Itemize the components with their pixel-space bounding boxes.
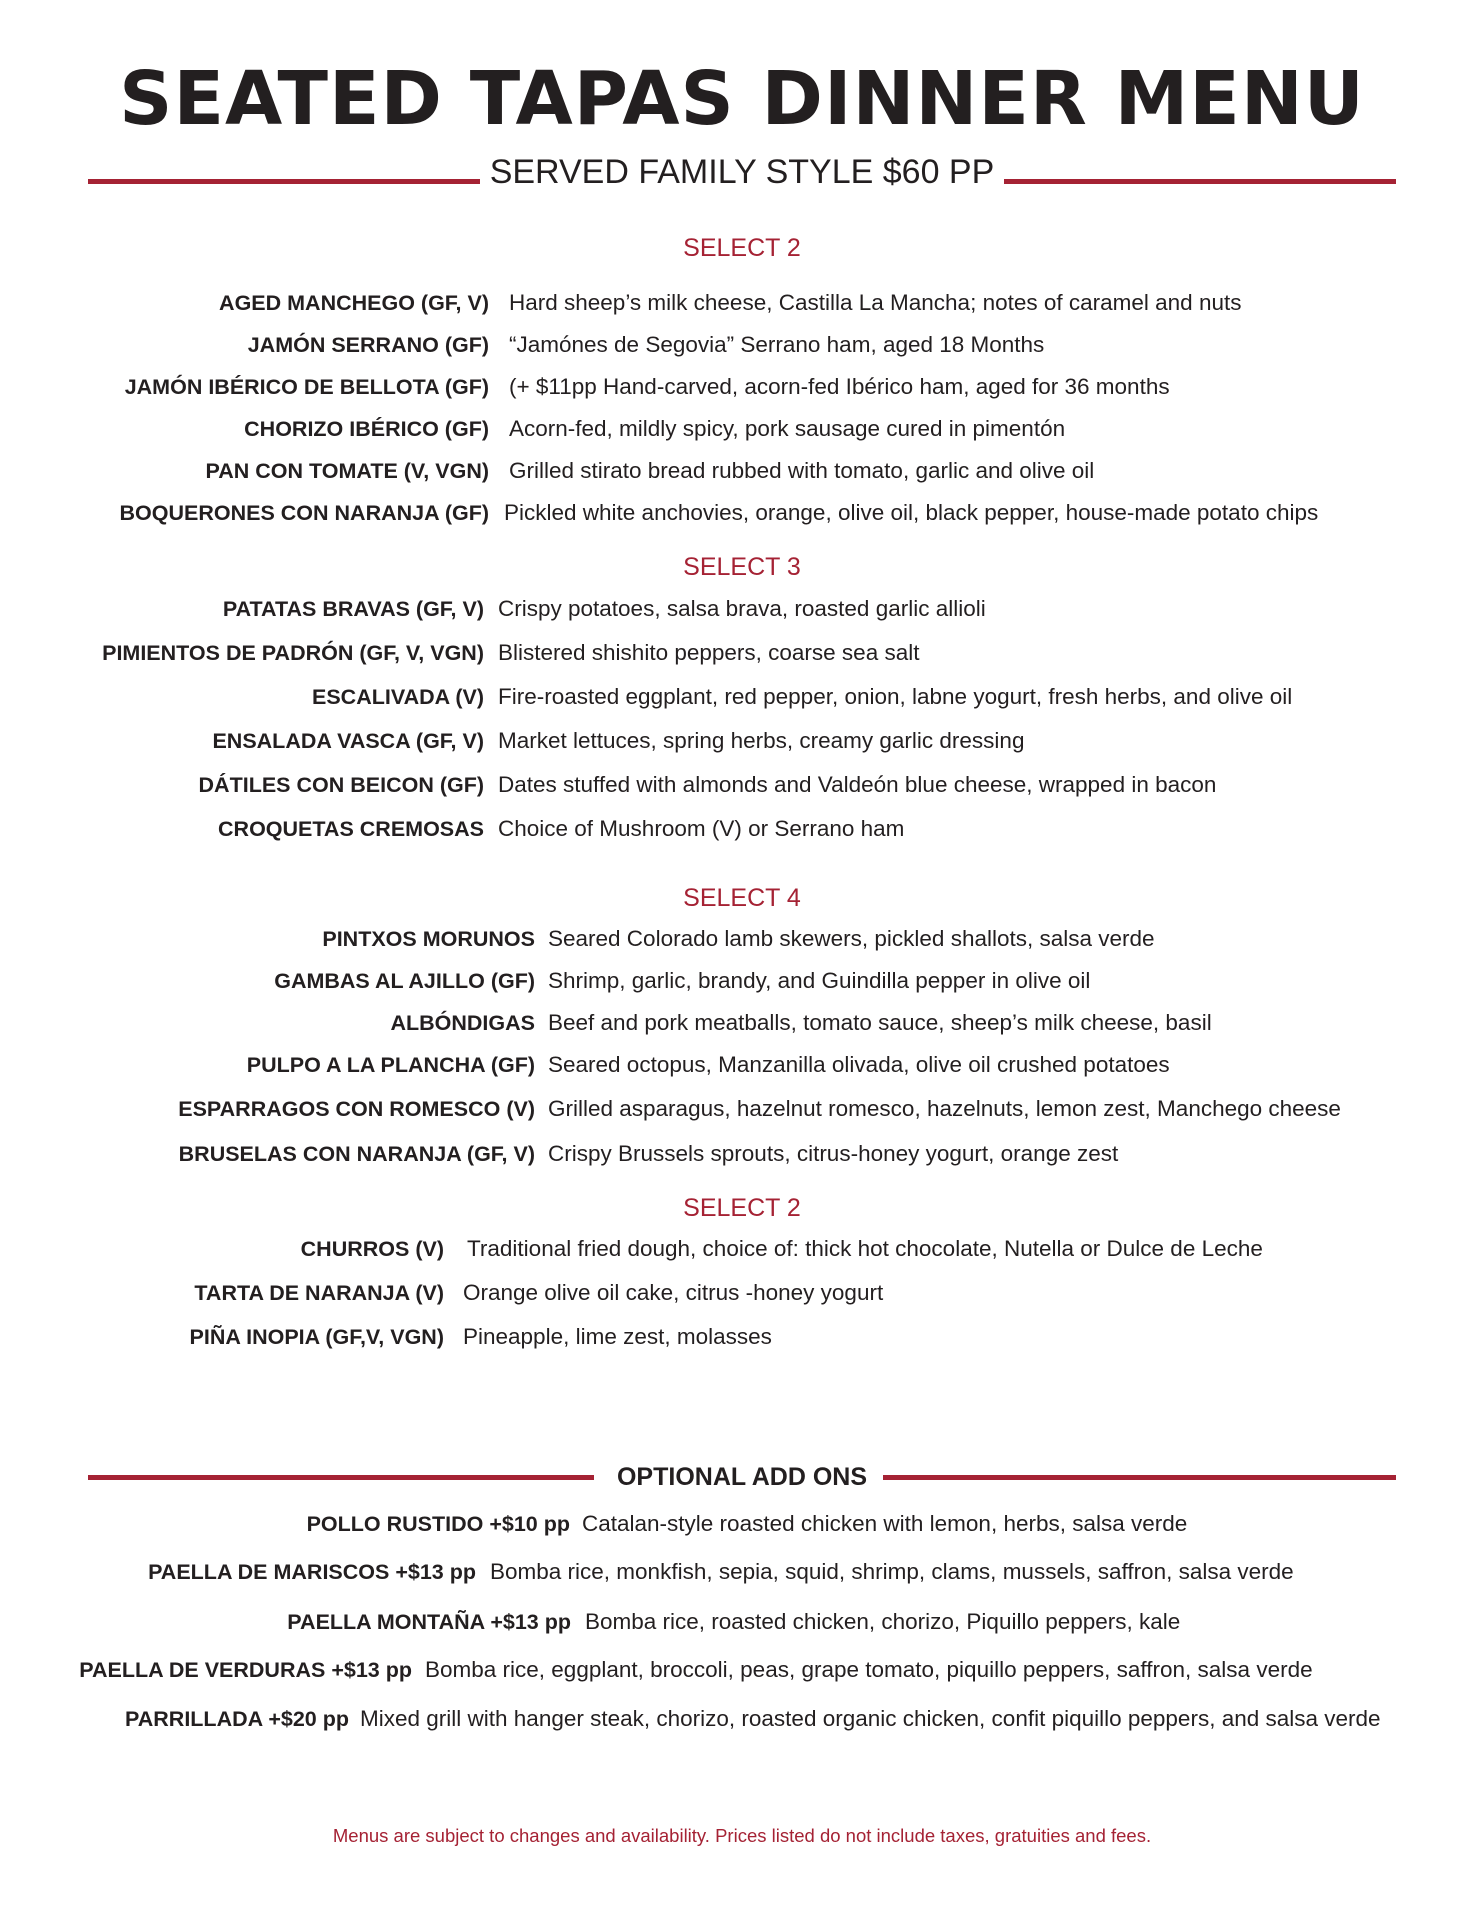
item-name: PIMIENTOS DE PADRÓN (GF, V, VGN) (102, 641, 484, 665)
item-description: Orange olive oil cake, citrus -honey yogurt (463, 1280, 884, 1305)
item-description: Grilled asparagus, hazelnut romesco, hazelnuts, lemon zest, Manchego cheese (548, 1096, 1341, 1121)
item-name: JAMÓN IBÉRICO DE BELLOTA (GF) (124, 375, 489, 399)
menu-item (0, 288, 1484, 318)
item-description: Seared Colorado lamb skewers, pickled shallots, salsa verde (548, 926, 1155, 951)
item-name: BOQUERONES CON NARANJA (GF) (119, 501, 489, 525)
item-description: Traditional fried dough, choice of: thick hot chocolate, Nutella or Dulce de Leche (467, 1236, 1263, 1261)
item-name: ESPARRAGOS CON ROMESCO (V) (178, 1097, 535, 1121)
item-description: Crispy potatoes, salsa brava, roasted garlic allioli (498, 596, 986, 621)
addon-item (0, 1704, 1484, 1734)
menu-item (0, 726, 1484, 756)
addon-name: PAELLA DE MARISCOS +$13 pp (148, 1560, 476, 1584)
menu-item (0, 1234, 1484, 1264)
item-name: PATATAS BRAVAS (GF, V) (222, 597, 484, 621)
menu-item (0, 330, 1484, 360)
menu-item (0, 966, 1484, 996)
menu-item (0, 1278, 1484, 1308)
item-description: Acorn-fed, mildly spicy, pork sausage cured in pimentón (509, 416, 1066, 441)
item-description: Blistered shishito peppers, coarse sea salt (498, 640, 920, 665)
addon-name: POLLO RUSTIDO +$10 pp (306, 1512, 570, 1536)
item-description: Grilled stirato bread rubbed with tomato, garlic and olive oil (509, 458, 1095, 483)
item-name: PULPO A LA PLANCHA (GF) (246, 1053, 535, 1077)
item-name: PINTXOS MORUNOS (322, 927, 535, 951)
item-description: (+ $11pp Hand-carved, acorn-fed Ibérico ham, aged for 36 months (509, 374, 1170, 399)
item-name: CROQUETAS CREMOSAS (218, 817, 484, 841)
item-description: Fire-roasted eggplant, red pepper, onion, labne yogurt, fresh herbs, and olive oil (498, 684, 1293, 709)
item-description: Pineapple, lime zest, molasses (463, 1324, 772, 1349)
menu-item (0, 770, 1484, 800)
addon-item (0, 1607, 1484, 1637)
item-name: JAMÓN SERRANO (GF) (247, 333, 489, 357)
menu-item (0, 1139, 1484, 1169)
addon-name: PARRILLADA +$20 pp (125, 1707, 349, 1731)
menu-subtitle (0, 150, 1484, 194)
item-name: BRUSELAS CON NARANJA (GF, V) (178, 1142, 535, 1166)
menu-item (0, 924, 1484, 954)
addon-description: Catalan-style roasted chicken with lemon, herbs, salsa verde (582, 1511, 1188, 1536)
item-description: Seared octopus, Manzanilla olivada, olive oil crushed potatoes (548, 1052, 1170, 1077)
menu-item (0, 498, 1484, 528)
addon-item (0, 1655, 1484, 1685)
addon-name: PAELLA MONTAÑA +$13 pp (287, 1610, 571, 1634)
item-description: Shrimp, garlic, brandy, and Guindilla pepper in olive oil (548, 968, 1091, 993)
item-name: AGED MANCHEGO (GF, V) (219, 291, 489, 315)
item-name: CHORIZO IBÉRICO (GF) (244, 417, 489, 441)
section-heading: SELECT 4 (683, 884, 801, 912)
item-description: Crispy Brussels sprouts, citrus-honey yogurt, orange zest (548, 1141, 1119, 1166)
item-name: ESCALIVADA (V) (312, 685, 484, 709)
item-name: ALBÓNDIGAS (390, 1011, 535, 1035)
item-description: “Jamónes de Segovia” Serrano ham, aged 18 Months (509, 332, 1045, 357)
menu-item (0, 1094, 1484, 1124)
menu-item (0, 1322, 1484, 1352)
item-description: Pickled white anchovies, orange, olive oil, black pepper, house-made potato chips (504, 500, 1319, 525)
item-name: DÁTILES CON BEICON (GF) (198, 773, 484, 797)
menu-item (0, 372, 1484, 402)
section-heading: SELECT 2 (683, 234, 801, 262)
item-description: Beef and pork meatballs, tomato sauce, sheep’s milk cheese, basil (548, 1010, 1212, 1035)
item-description: Dates stuffed with almonds and Valdeón blue cheese, wrapped in bacon (498, 772, 1217, 797)
item-name: CHURROS (V) (300, 1237, 444, 1261)
section-heading: SELECT 2 (683, 1194, 801, 1222)
addon-description: Bomba rice, roasted chicken, chorizo, Piquillo peppers, kale (585, 1609, 1181, 1634)
menu-item (0, 682, 1484, 712)
item-description: Choice of Mushroom (V) or Serrano ham (498, 816, 905, 841)
addon-description: Bomba rice, monkfish, sepia, squid, shrimp, clams, mussels, saffron, salsa verde (490, 1559, 1294, 1584)
item-description: Hard sheep’s milk cheese, Castilla La Mancha; notes of caramel and nuts (509, 290, 1242, 315)
menu-item (0, 1008, 1484, 1038)
menu-item (0, 414, 1484, 444)
menu-item (0, 814, 1484, 844)
item-name: TARTA DE NARANJA (V) (194, 1281, 444, 1305)
section-heading: SELECT 3 (683, 553, 801, 581)
addon-item (0, 1557, 1484, 1587)
menu-item (0, 594, 1484, 624)
addon-description: Mixed grill with hanger steak, chorizo, roasted organic chicken, confit piquillo peppers, and salsa verde (360, 1706, 1381, 1731)
menu-item (0, 638, 1484, 668)
menu-title: SEATED TAPAS DINNER MENU (119, 56, 1365, 142)
subtitle-text: SERVED FAMILY STYLE $60 PP (480, 153, 1005, 191)
item-description: Market lettuces, spring herbs, creamy garlic dressing (498, 728, 1025, 753)
menu-item (0, 1050, 1484, 1080)
addon-description: Bomba rice, eggplant, broccoli, peas, grape tomato, piquillo peppers, saffron, salsa verde (425, 1657, 1313, 1682)
item-name: PAN CON TOMATE (V, VGN) (205, 459, 489, 483)
menu-disclaimer: Menus are subject to changes and availability. Prices listed do not include taxes, gratuities and fees. (332, 1825, 1152, 1846)
menu-item (0, 456, 1484, 486)
addon-name: PAELLA DE VERDURAS +$13 pp (79, 1658, 412, 1682)
item-name: ENSALADA VASCA (GF, V) (212, 729, 484, 753)
item-name: PIÑA INOPIA (GF,V, VGN) (189, 1325, 444, 1349)
addons-heading (0, 1460, 1484, 1494)
addon-item (0, 1509, 1484, 1539)
item-name: GAMBAS AL AJILLO (GF) (274, 969, 535, 993)
addons-heading-text: OPTIONAL ADD ONS (601, 1463, 883, 1491)
